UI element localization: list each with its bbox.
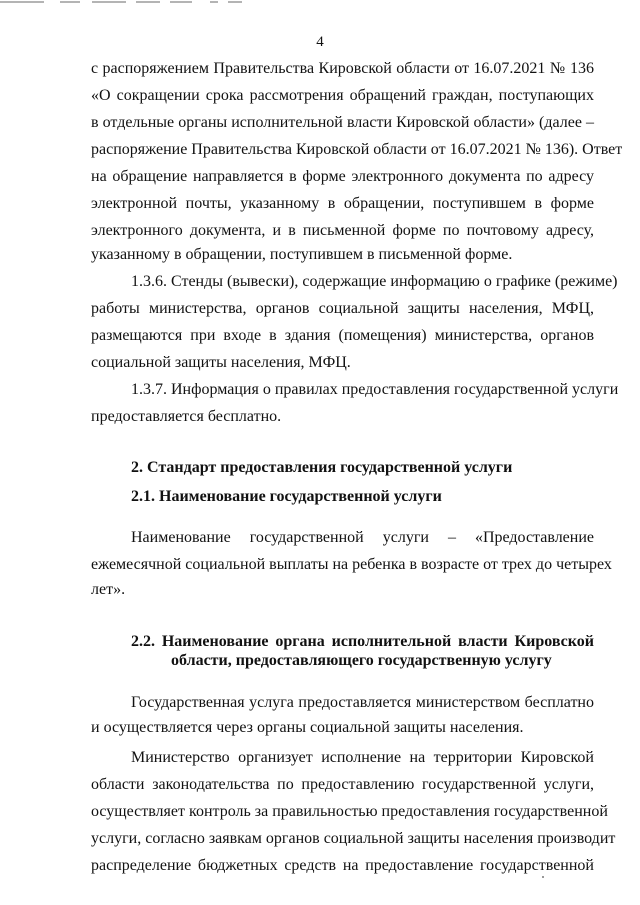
paragraph-line: распоряжение Правительства Кировской области от 16.07.2021 № 136). Ответ	[91, 141, 623, 158]
paragraph-line: в отдельные органы исполнительной власти Кировской области» (далее –	[91, 114, 594, 131]
paragraph-line: размещаются при входе в здания (помещения) министерства, органов	[91, 327, 594, 344]
paragraph-line: с распоряжением Правительства Кировской области от 16.07.2021 № 136	[91, 60, 594, 77]
paragraph-line: «О сокращении срока рассмотрения обращений граждан, поступающих	[91, 87, 594, 104]
paragraph-line: и осуществляется через органы социальной защиты населения.	[91, 719, 524, 736]
paragraph-line: Государственная услуга предоставляется министерством бесплатно	[131, 694, 594, 711]
paragraph-line: Наименование государственной услуги – «Предоставление	[131, 529, 594, 546]
paragraph-line: ежемесячной социальной выплаты на ребенка в возрасте от трех до четырех	[91, 556, 612, 573]
subsection-heading: области, предоставляющего государственную услугу	[171, 652, 552, 669]
paragraph-line: на обращение направляется в форме электронного документа по адресу	[91, 168, 594, 185]
scan-artifact-marks	[0, 0, 260, 8]
paragraph-line: предоставляется бесплатно.	[91, 408, 282, 425]
subsection-heading: 2.1. Наименование государственной услуги	[131, 488, 442, 505]
scan-speck	[542, 876, 544, 878]
paragraph-line: области законодательства по предоставлению государственной услуги,	[91, 776, 594, 793]
paragraph-line: работы министерства, органов социальной защиты населения, МФЦ,	[91, 300, 594, 317]
subsection-heading: 2.2. Наименование органа исполнительной власти Кировской	[131, 633, 594, 650]
paragraph-line: электронной почты, указанному в обращении, поступившем в форме	[91, 195, 594, 212]
paragraph-line: услуги, согласно заявкам органов социальной защиты населения производит	[91, 830, 616, 847]
paragraph-line: лет».	[91, 581, 126, 598]
paragraph-line: 1.3.6. Стенды (вывески), содержащие информацию о графике (режиме)	[131, 273, 618, 290]
page-number: 4	[316, 34, 324, 50]
paragraph-line: распределение бюджетных средств на предоставление государственной	[91, 857, 594, 874]
paragraph-line: указанному в обращении, поступившем в письменной форме.	[91, 246, 513, 263]
paragraph-line: электронного документа, и в письменной форме по почтовому адресу,	[91, 222, 594, 239]
paragraph-line: 1.3.7. Информация о правилах предоставления государственной услуги	[131, 381, 619, 398]
section-heading: 2. Стандарт предоставления государственной услуги	[131, 459, 513, 476]
paragraph-line: Министерство организует исполнение на территории Кировской	[131, 749, 594, 766]
paragraph-line: осуществляет контроль за правильностью предоставления государственной	[91, 803, 608, 820]
paragraph-line: социальной защиты населения, МФЦ.	[91, 354, 351, 371]
